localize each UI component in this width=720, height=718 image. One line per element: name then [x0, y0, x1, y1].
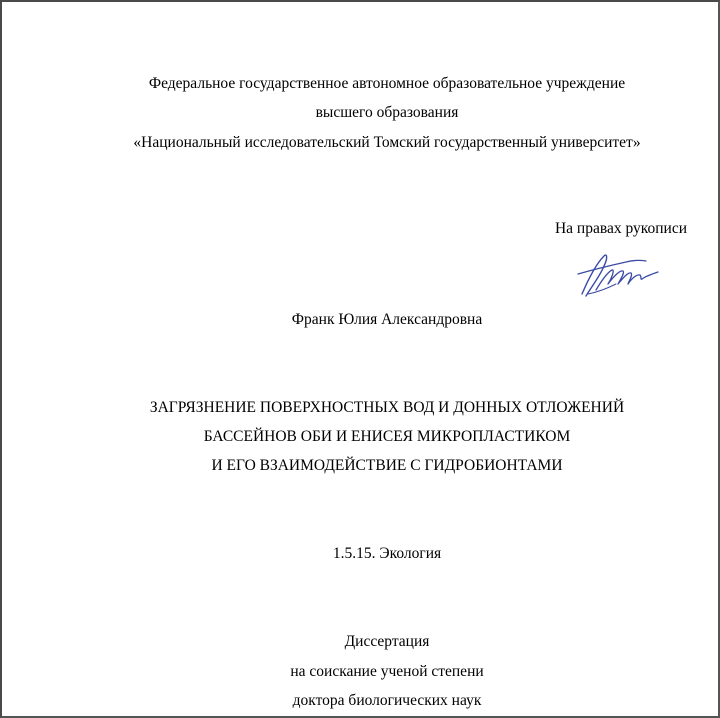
institution-line-1: Федеральное государственное автономное образовательное учреждение: [148, 75, 626, 92]
degree-line-1: Диссертация: [344, 633, 430, 650]
institution-line-3: «Национальный исследовательский Томский государственный университет»: [133, 134, 641, 151]
author-name: Франк Юлия Александровна: [291, 311, 483, 328]
manuscript-note: На правах рукописи: [554, 220, 687, 237]
dissertation-title-line-3: И ЕГО ВЗАИМОДЕЙСТВИЕ С ГИДРОБИОНТАМИ: [211, 457, 563, 474]
specialty-code: 1.5.15. Экология: [332, 545, 442, 562]
dissertation-title-line-2: БАССЕЙНОВ ОБИ И ЕНИСЕЯ МИКРОПЛАСТИКОМ: [203, 428, 571, 445]
institution-line-2: высшего образования: [315, 104, 459, 121]
dissertation-title-line-1: ЗАГРЯЗНЕНИЕ ПОВЕРХНОСТНЫХ ВОД И ДОННЫХ ОТЛОЖЕНИЙ: [149, 399, 625, 416]
degree-line-3: доктора биологических наук: [292, 692, 482, 709]
signature-image: [574, 250, 664, 302]
degree-line-2: на соискание ученой степени: [290, 663, 484, 680]
